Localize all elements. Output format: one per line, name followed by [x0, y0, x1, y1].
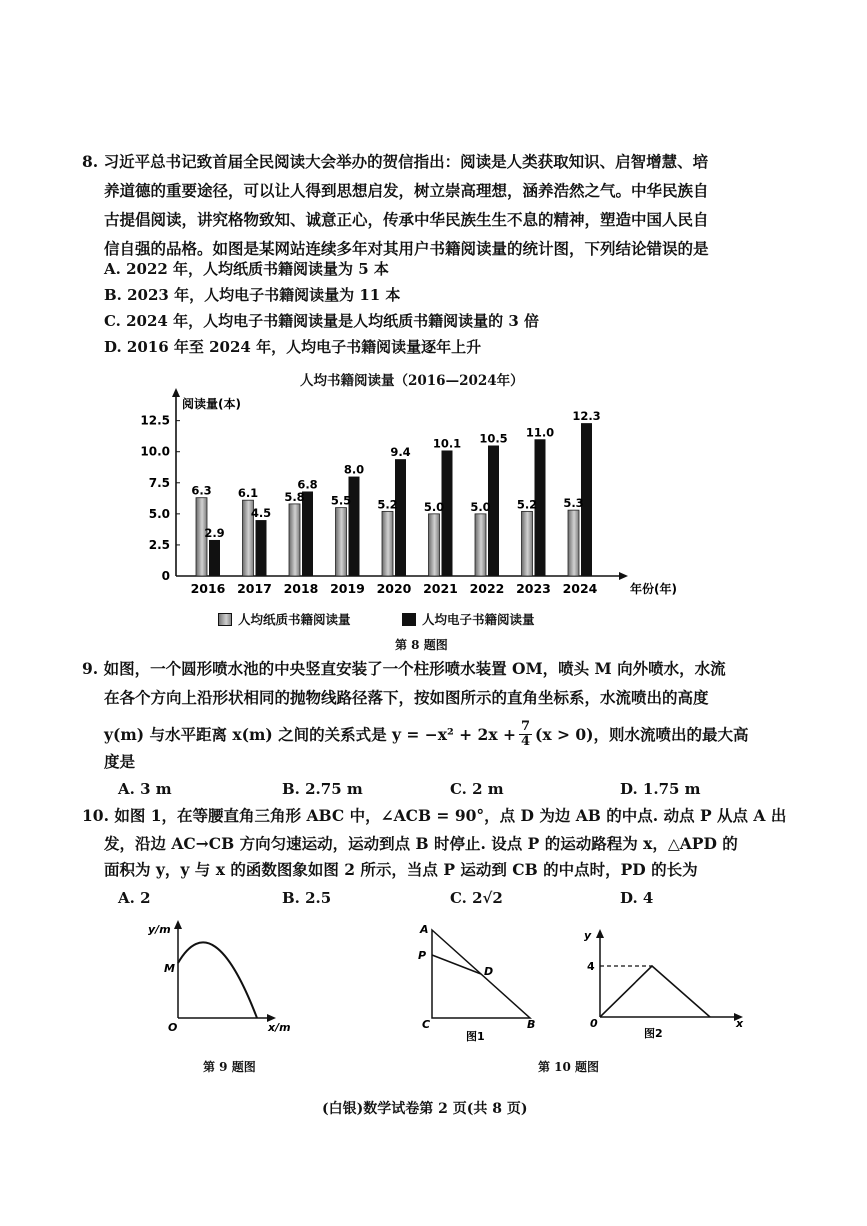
q9-fraction	[519, 720, 532, 749]
legend-ebook-label: 人均电子书籍阅读量	[422, 612, 535, 627]
q10-label-c: C	[422, 1018, 431, 1031]
q10-option-a: A. 2	[118, 889, 151, 907]
bar-ebook-value-label: 10.5	[479, 431, 508, 446]
legend-paper	[218, 610, 351, 628]
q9-point-m: M	[164, 962, 175, 975]
q9-line-3	[104, 720, 749, 749]
bar-ebook	[256, 520, 267, 576]
bar-paper-value-label: 5.0	[470, 499, 491, 514]
bar-paper-value-label: 5.8	[284, 489, 305, 504]
bar-ebook	[349, 477, 360, 576]
bar-paper-value-label: 5.0	[423, 499, 445, 514]
q10-x-label: x	[736, 1017, 744, 1030]
q10-option-b: B. 2.5	[282, 889, 332, 907]
q10-line-2: 发，沿边 AC→CB 方向匀速运动，运动到点 B 时停止. 设点 P 的运动路程为 x，△APD 的	[104, 834, 738, 853]
q8-option-a: A. 2022 年，人均纸质书籍阅读量为 5 本	[104, 260, 389, 278]
chart-y-tick-label: 5.0	[148, 506, 170, 521]
q10-segment-pd	[432, 955, 481, 974]
bar-paper	[475, 514, 486, 576]
q10-label-d: D	[484, 965, 494, 978]
bar-paper-value-label: 6.1	[237, 486, 259, 501]
bar-paper	[568, 510, 579, 576]
q10-figure-caption: 第 10 题图	[538, 1060, 600, 1074]
q9-line-2: 在各个方向上沿形状相同的抛物线路径落下，按如图所示的直角坐标系，水流喷出的高度	[104, 688, 709, 707]
q8-option-b: B. 2023 年，人均电子书籍阅读量为 11 本	[104, 286, 401, 304]
chart-x-tick-label: 2024	[562, 581, 598, 596]
q10-label-b: B	[527, 1018, 536, 1031]
chart-x-tick-label: 2022	[469, 581, 505, 596]
chart-y-tick-label: 10.0	[140, 444, 170, 459]
legend-paper-swatch	[218, 613, 232, 626]
chart-y-axis-label: 阅读量(本)	[182, 397, 241, 411]
bar-ebook	[209, 540, 220, 576]
q8-line-3: 古提倡阅读，讲究格物致知、诚意正心，传承中华民族生生不息的精神，塑造中国人民自	[104, 210, 709, 229]
chart-title: 人均书籍阅读量（2016—2024年）	[300, 373, 524, 389]
bar-chart	[130, 388, 690, 608]
q10-graph-figure	[572, 925, 762, 1040]
chart-x-arrow	[619, 572, 628, 580]
bar-paper-value-label: 5.2	[377, 497, 398, 512]
bar-ebook-value-label: 8.0	[343, 462, 365, 477]
chart-x-tick-label: 2021	[423, 581, 458, 596]
chart-y-tick-label: 2.5	[148, 537, 170, 552]
bar-ebook-value-label: 2.9	[204, 525, 225, 540]
q9-parabola-curve	[178, 942, 257, 1018]
bar-ebook-value-label: 9.4	[390, 445, 411, 460]
bar-paper	[522, 511, 533, 576]
chart-x-tick-label: 2023	[516, 581, 551, 596]
bar-ebook-value-label: 12.3	[572, 409, 601, 424]
q10-option-d: D. 4	[620, 889, 654, 907]
q9-option-c: C. 2 m	[450, 780, 504, 798]
bar-ebook-value-label: 11.0	[525, 425, 555, 440]
chart-y-tick-label: 12.5	[140, 413, 170, 428]
q9-y-arrow	[174, 920, 182, 929]
q8-line-2: 养道德的重要途径，可以让人得到思想启发，树立崇高理想，涵养浩然之气。中华民族自	[104, 181, 709, 200]
chart-x-tick-label: 2017	[237, 581, 272, 596]
bar-paper	[382, 511, 393, 576]
q10-triangle-figure	[410, 918, 545, 1043]
chart-y-arrow	[172, 388, 180, 397]
q9-option-d: D. 1.75 m	[620, 780, 701, 798]
q9-y-label: y/m	[148, 923, 171, 936]
bar-ebook	[302, 491, 313, 576]
legend-ebook	[402, 610, 535, 628]
q8-figure-caption: 第 8 题图	[395, 638, 448, 652]
q10-line-3: 面积为 y，y 与 x 的函数图象如图 2 所示，当点 P 运动到 CB 的中点时，PD 的长为	[104, 860, 698, 879]
q8-line-4: 信自强的品格。如图是某网站连续多年对其用户书籍阅读量的统计图，下列结论错误的是	[104, 239, 709, 258]
q8-option-d: D. 2016 年至 2024 年，人均电子书籍阅读量逐年上升	[104, 338, 482, 356]
bar-ebook-value-label: 6.8	[297, 477, 318, 492]
bar-paper	[429, 514, 440, 576]
legend-ebook-swatch	[402, 613, 416, 626]
q10-option-c: C. 2√2	[450, 889, 503, 907]
q8-option-c: C. 2024 年，人均电子书籍阅读量是人均纸质书籍阅读量的 3 倍	[104, 312, 539, 330]
bar-paper-value-label: 5.2	[516, 497, 538, 512]
q10-origin: 0	[590, 1017, 598, 1030]
chart-y-tick-label: 7.5	[148, 475, 170, 490]
q9-formula-post: (x > 0)，则水流喷出的最大高	[535, 724, 749, 744]
bar-paper	[336, 508, 347, 576]
bar-paper-value-label: 5.5	[330, 493, 352, 508]
chart-x-tick-label: 2018	[283, 581, 319, 596]
q10-graph-line	[600, 966, 710, 1017]
q9-fraction-denominator: 4	[520, 734, 531, 749]
chart-x-tick-label: 2019	[330, 581, 365, 596]
chart-x-tick-label: 2020	[376, 581, 412, 596]
bar-paper	[289, 504, 300, 576]
q9-fraction-numerator: 7	[520, 719, 531, 734]
q9-x-label: x/m	[268, 1021, 291, 1034]
q9-option-a: A. 3 m	[118, 780, 172, 798]
q10-y-arrow	[596, 929, 604, 938]
q9-line-4: 度是	[104, 752, 136, 771]
q10-y-label: y	[584, 929, 592, 942]
q10-line-1: 10. 如图 1，在等腰直角三角形 ABC 中，∠ACB = 90°，点 D 为边 AB 的中点. 动点 P 从点 A 出	[82, 806, 787, 825]
q9-figure-caption: 第 9 题图	[203, 1060, 256, 1074]
chart-x-tick-label: 2016	[190, 581, 226, 596]
q10-fig2-caption: 图2	[644, 1027, 663, 1040]
bar-ebook-value-label: 10.1	[432, 436, 462, 451]
q10-fig1-caption: 图1	[466, 1030, 485, 1043]
page-footer: (白银)数学试卷第 2 页(共 8 页)	[322, 1101, 528, 1117]
q9-option-b: B. 2.75 m	[282, 780, 363, 798]
chart-x-axis-label: 年份(年)	[630, 582, 677, 596]
q10-peak-label: 4	[587, 960, 595, 973]
legend-paper-label: 人均纸质书籍阅读量	[238, 612, 351, 627]
bar-ebook	[395, 459, 406, 576]
q9-parabola-figure	[140, 915, 310, 1040]
q10-label-p: P	[418, 949, 427, 962]
q9-line-1: 9. 如图，一个圆形喷水池的中央竖直安装了一个柱形喷水装置 OM，喷头 M 向外喷水，水流	[82, 659, 726, 678]
chart-y-tick-label: 0	[161, 569, 170, 583]
bar-ebook-value-label: 4.5	[250, 506, 272, 521]
q8-line-1: 8. 习近平总书记致首届全民阅读大会举办的贺信指出：阅读是人类获取知识、启智增慧、培	[82, 152, 709, 171]
bar-paper-value-label: 6.3	[191, 483, 212, 498]
q9-origin: O	[168, 1021, 178, 1034]
q10-label-a: A	[420, 923, 429, 936]
bar-paper-value-label: 5.3	[563, 496, 584, 511]
q9-formula-pre: y(m) 与水平距离 x(m) 之间的关系式是 y = −x² + 2x +	[104, 724, 516, 744]
